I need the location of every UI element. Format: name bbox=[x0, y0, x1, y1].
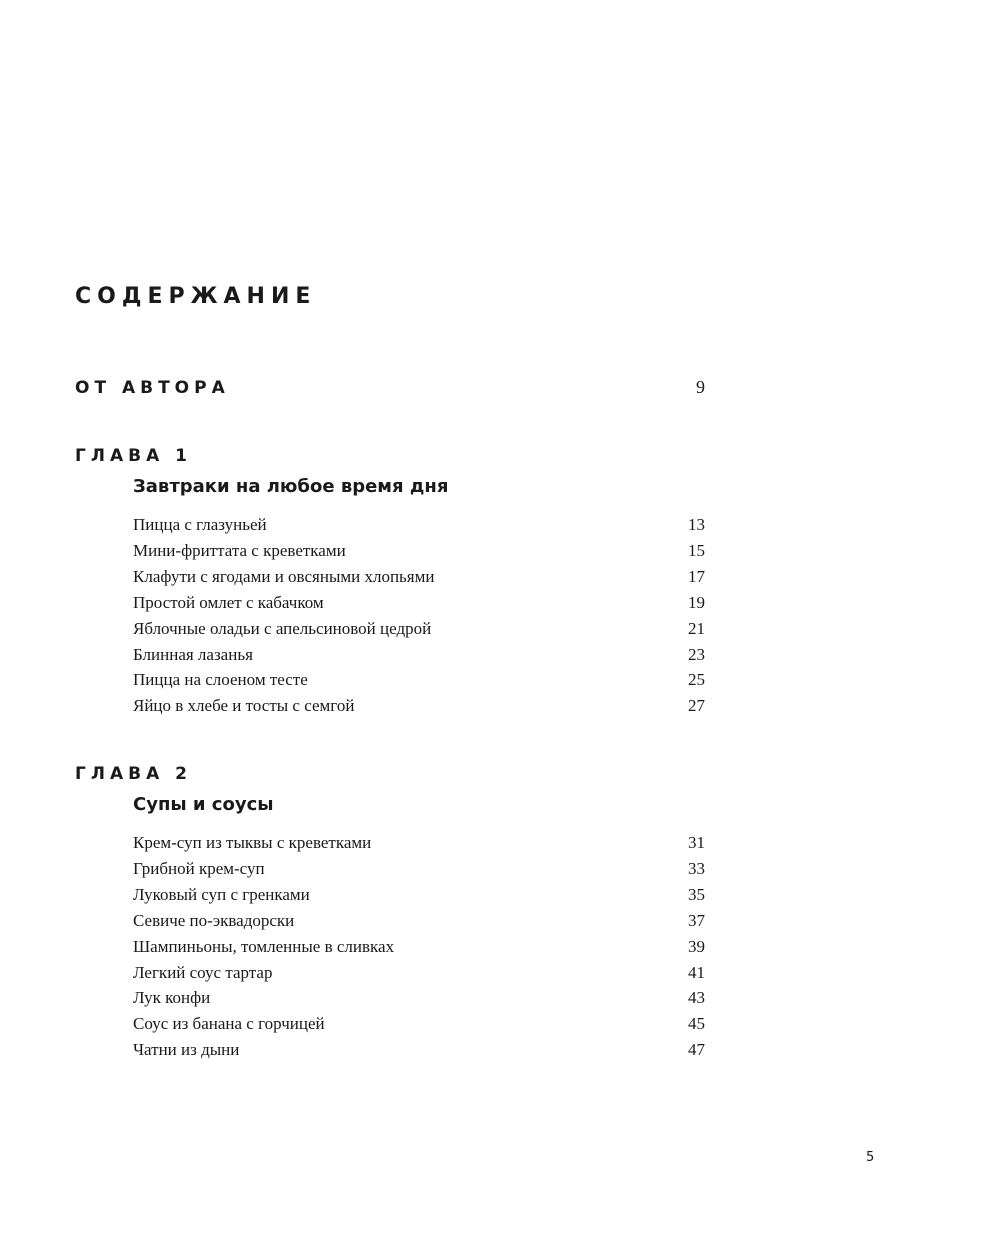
toc-entry[interactable] bbox=[133, 960, 705, 986]
toc-entry[interactable] bbox=[133, 538, 705, 564]
entry-name: Лук конфи bbox=[133, 988, 211, 1008]
entry-page: 21 bbox=[688, 618, 705, 638]
toc-entry[interactable] bbox=[133, 882, 705, 908]
chapter-label: ГЛАВА 2 bbox=[75, 764, 192, 784]
entry-page: 19 bbox=[688, 592, 705, 612]
toc-entry-author[interactable] bbox=[75, 377, 705, 398]
toc-entry[interactable] bbox=[133, 1011, 705, 1037]
entry-name: Крем-суп из тыквы с креветками bbox=[133, 833, 372, 852]
entry-name: Клафути с ягодами и овсяными хлопьями bbox=[133, 566, 435, 586]
entry-name: Соус из банана с горчицей bbox=[133, 1014, 325, 1034]
toc-entry[interactable] bbox=[133, 693, 705, 719]
entry-name: Яблочные оладьи с апельсиновой цедрой bbox=[133, 618, 432, 638]
entry-name: Яйцо в хлебе и тосты с семгой bbox=[133, 696, 355, 716]
entry-name: Пицца с глазуньей bbox=[133, 515, 267, 534]
entry-name: Блинная лазанья bbox=[133, 644, 253, 664]
toc-entry[interactable] bbox=[133, 1037, 705, 1063]
chapter-title: Супы и соусы bbox=[133, 794, 274, 815]
entry-name: Грибной крем-суп bbox=[133, 858, 265, 878]
toc-entry[interactable] bbox=[133, 512, 705, 538]
entry-page: 13 bbox=[688, 515, 705, 534]
entry-page: 37 bbox=[688, 910, 705, 930]
page-number: 5 bbox=[866, 1150, 875, 1165]
toc-entry[interactable] bbox=[133, 616, 705, 642]
page-title: СОДЕРЖАНИЕ bbox=[75, 284, 317, 309]
entry-page: 27 bbox=[688, 696, 705, 716]
entry-name: Луковый суп с гренками bbox=[133, 884, 310, 904]
toc-entry[interactable] bbox=[133, 985, 705, 1011]
author-page-number: 9 bbox=[696, 377, 705, 397]
entry-page: 41 bbox=[688, 962, 705, 982]
toc-entry[interactable] bbox=[133, 642, 705, 668]
chapter-entries bbox=[133, 830, 705, 1063]
entry-page: 31 bbox=[688, 833, 705, 852]
chapter-label: ГЛАВА 1 bbox=[75, 446, 192, 466]
entry-page: 25 bbox=[688, 670, 705, 690]
toc-entry[interactable] bbox=[133, 830, 705, 856]
entry-name: Чатни из дыни bbox=[133, 1040, 240, 1060]
entry-page: 15 bbox=[688, 540, 705, 560]
toc-entry[interactable] bbox=[133, 934, 705, 960]
toc-entry[interactable] bbox=[133, 564, 705, 590]
entry-name: Мини-фриттата с креветками bbox=[133, 540, 346, 560]
entry-page: 45 bbox=[688, 1014, 705, 1034]
chapter-2 bbox=[75, 762, 705, 1063]
entry-page: 43 bbox=[688, 988, 705, 1008]
entry-name: Шампиньоны, томленные в сливках bbox=[133, 936, 395, 956]
entry-name: Простой омлет с кабачком bbox=[133, 592, 324, 612]
chapter-entries bbox=[133, 512, 705, 719]
entry-page: 23 bbox=[688, 644, 705, 664]
entry-page: 39 bbox=[688, 936, 705, 956]
author-section-label: ОТ АВТОРА bbox=[75, 378, 230, 398]
entry-page: 35 bbox=[688, 884, 705, 904]
toc-entry[interactable] bbox=[133, 667, 705, 693]
toc-entry[interactable] bbox=[133, 590, 705, 616]
entry-page: 17 bbox=[688, 566, 705, 586]
entry-page: 33 bbox=[688, 858, 705, 878]
toc-entry[interactable] bbox=[133, 856, 705, 882]
chapter-1 bbox=[75, 444, 705, 719]
entry-name: Пицца на слоеном тесте bbox=[133, 670, 308, 690]
entry-page: 47 bbox=[688, 1040, 705, 1060]
toc-entry[interactable] bbox=[133, 908, 705, 934]
entry-name: Легкий соус тартар bbox=[133, 962, 273, 982]
chapter-title: Завтраки на любое время дня bbox=[133, 476, 449, 497]
entry-name: Севиче по-эквадорски bbox=[133, 910, 295, 930]
